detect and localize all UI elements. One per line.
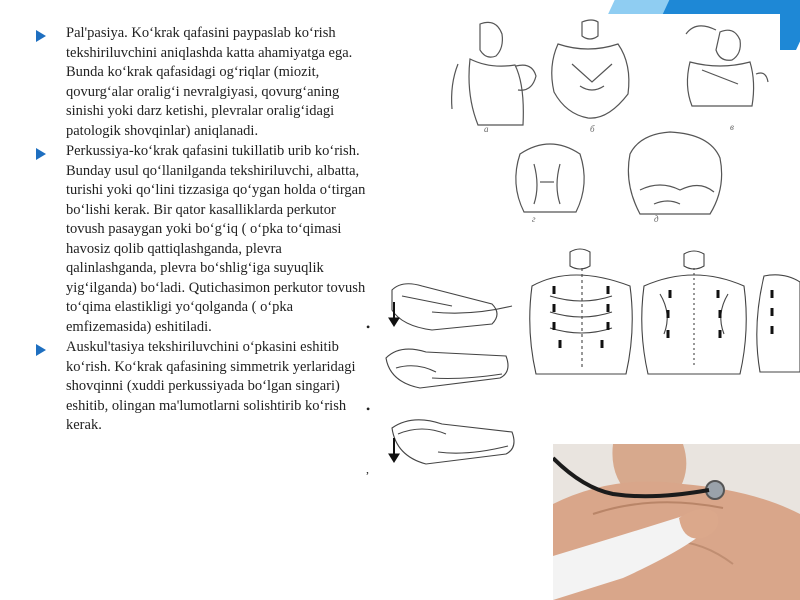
stray-mark: • (366, 320, 371, 334)
figure-g-drawing (516, 144, 584, 212)
figure-v-drawing (686, 26, 768, 106)
stray-mark: , (366, 462, 369, 476)
hands-step-1 (389, 284, 512, 330)
torso-back-drawing (642, 251, 747, 374)
figure-d-drawing (628, 132, 721, 214)
figure-label-b: б (590, 124, 595, 134)
bullet-percussion (36, 142, 372, 337)
bullet-arrow-icon (36, 30, 46, 42)
hands-step-3 (389, 420, 514, 464)
bullet-text: Perkussiya-koʻkrak qafasini tukillatib urib koʻrish. Bunday usul qoʻllanilganda tekshiriluvchi, albatta, turishi yoki qoʻlini tizzasiga qoʻygan holda oʻtirgan boʻlishi kerak. Bir qator kasalliklarda perkutor tovush pasaygan yoki boʻgʻiq ( oʻpka toʻqimasi havosiz qolib qattiqlashganda, plevra qalinlashganda, plevra boʻshligʻiga suyuqlik yigʻilganda) boʻladi. Qutichasimon perkutor tovush toʻqima elastikligi yoʻqolganda ( oʻpka emfizemasida) eshitiladi. (66, 143, 366, 335)
torso-front-drawing (530, 249, 633, 374)
figure-label-g: г (532, 214, 536, 224)
bullet-arrow-icon (36, 344, 46, 356)
bullet-text: Auskul'tasiya tekshiriluvchini oʻpkasini eshitib koʻrish. Koʻkrak qafasining simmetrik yerlaridagi shovqinni (xuddi perkussiyada boʻlgan singari) eshitib, olingan ma'lumotlarni solishtirib koʻrish kerak. (66, 339, 356, 433)
percussion-hands-illustration (372, 272, 522, 484)
torso-side-drawing (757, 275, 800, 372)
figure-label-a: a (484, 124, 489, 134)
hands-step-2 (386, 349, 508, 388)
bullet-text: Pal'pasiya. Koʻkrak qafasini paypaslab koʻrish tekshiriluvchini aniqlashda katta ahamiyatga ega. Bunda koʻkrak qafasidagi ogʻriqlar (miozit, qovurgʻalar oraligʻi nevralgiyasi, qovurgʻaning sinishi yoki darz ketishi, plevralar oraligʻidagi patologik shovqinlar) aniqlanadi. (66, 25, 353, 139)
bullet-auscultation (36, 338, 372, 436)
figure-a-drawing (452, 22, 536, 125)
stray-mark: • (366, 402, 371, 416)
figure-label-v: в (730, 122, 734, 132)
figure-label-d: д (654, 214, 659, 224)
auscultation-photo (553, 444, 800, 600)
percussion-points-illustration (520, 246, 800, 376)
palpation-illustration (440, 14, 780, 229)
bullet-palpation (36, 24, 372, 141)
figure-b-drawing (552, 20, 629, 118)
text-column (36, 24, 372, 436)
bullet-arrow-icon (36, 148, 46, 160)
